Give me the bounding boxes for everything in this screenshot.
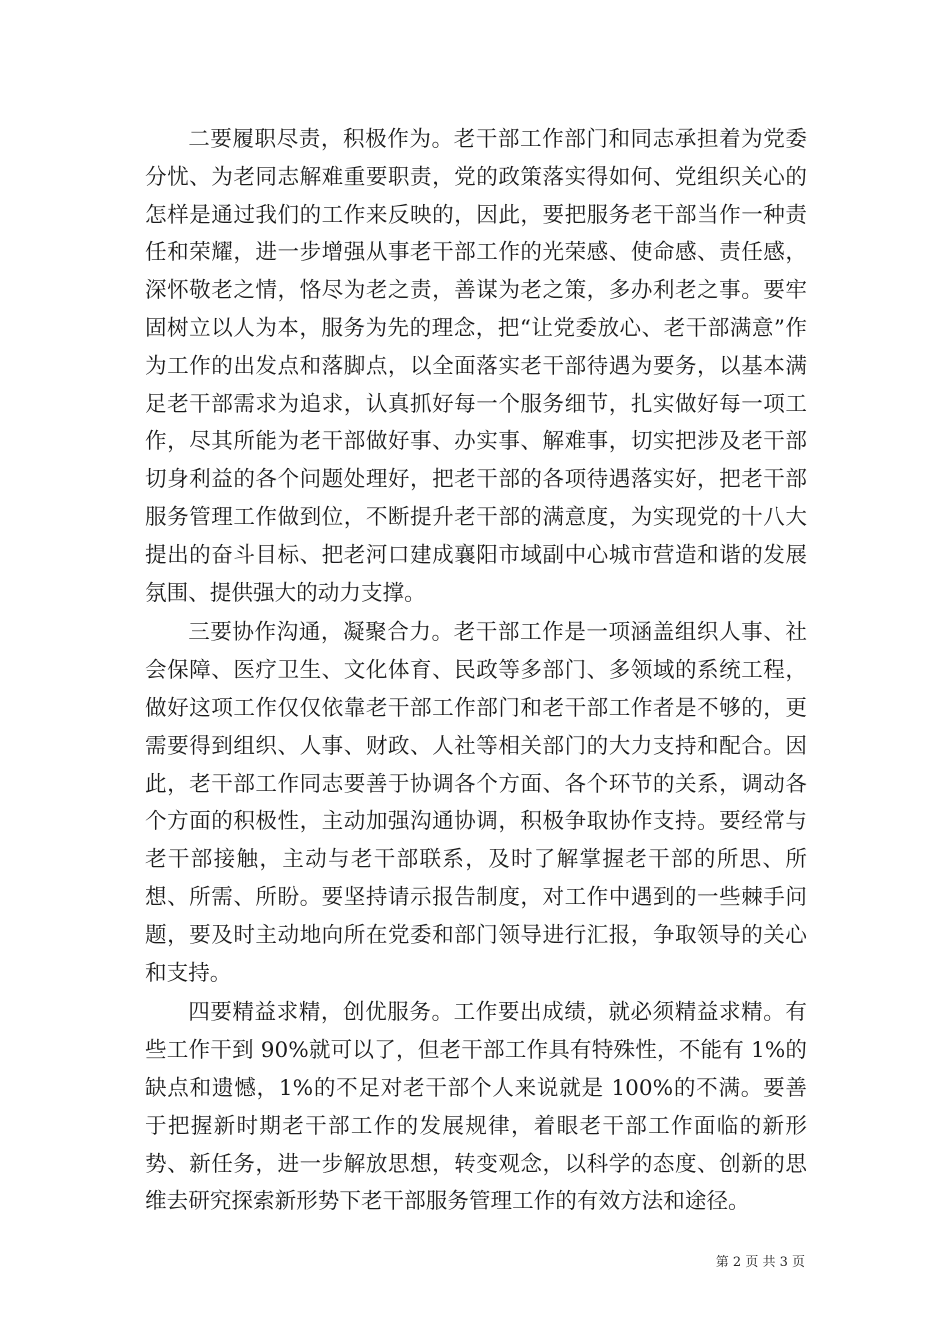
paragraph-1: 二要履职尽责，积极作为。老干部工作部门和同志承担着为党委分忧、为老同志解难重要职责，党的政策落实得如何、党组织关心的怎样是通过我们的工作来反映的，因此，要把服务老干部当作一种责任和荣耀，进一步增强从事老干部工作的光荣感、使命感、责任感，深怀敬老之情，恪尽为老之责，善谋为老之策，多办利老之事。要牢固树立以人为本，服务为先的理念，把“让党委放心、老干部满意”作为工作的出发点和落脚点，以全面落实老干部待遇为要务，以基本满足老干部需求为追求，认真抓好每一个服务细节，扎实做好每一项工作，尽其所能为老干部做好事、办实事、解难事，切实把涉及老干部切身利益的各个问题处理好，把老干部的各项待遇落实好，把老干部服务管理工作做到位，不断提升老干部的满意度，为实现党的十八大提出的奋斗目标、把老河口建成襄阳市域副中心城市营造和谐的发展氛围、提供强大的动力支撑。 [145,127,807,606]
page-number-footer: 第 2 页 共 3 页 [715,1255,805,1270]
paragraph-2: 三要协作沟通，凝聚合力。老干部工作是一项涵盖组织人事、社会保障、医疗卫生、文化体育、民政等多部门、多领域的系统工程，做好这项工作仅仅依靠老干部工作部门和老干部工作者是不够的，更需要得到组织、人事、财政、人社等相关部门的大力支持和配合。因此，老干部工作同志要善于协调各个方面、各个环节的关系，调动各个方面的积极性，主动加强沟通协调，积极争取协作支持。要经常与老干部接触，主动与老干部联系，及时了解掌握老干部的所思、所想、所需、所盼。要坚持请示报告制度，对工作中遇到的一些棘手问题，要及时主动地向所在党委和部门领导进行汇报，争取领导的关心和支持。 [145,620,807,986]
document-body [145,121,807,1223]
paragraph-3: 四要精益求精，创优服务。工作要出成绩，就必须精益求精。有些工作干到 90%就可以了，但老干部工作具有特殊性，不能有 1%的缺点和遗憾，1%的不足对老干部个人来说就是 100%的不满。要善于把握新时期老干部工作的发展规律，着眼老干部工作面临的新形势、新任务，进一步解放思想，转变观念，以科学的态度、创新的思维去研究探索新形势下老干部服务管理工作的有效方法和途径。 [145,1000,807,1215]
